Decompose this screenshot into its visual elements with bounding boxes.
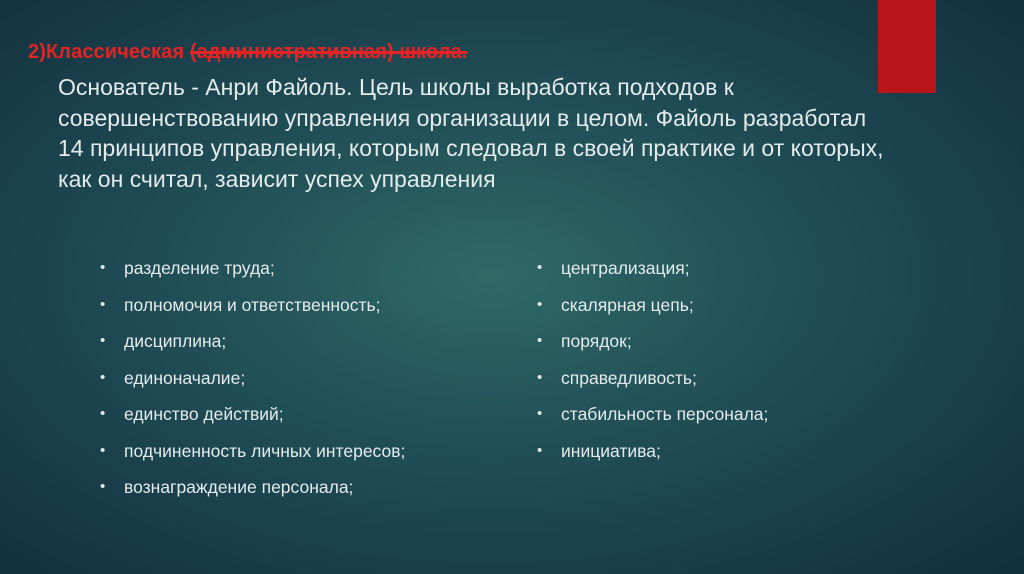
list-item: [100, 253, 405, 290]
list-item-label: единство действий;: [124, 404, 284, 424]
bullet-icon: •: [537, 405, 543, 422]
list-item: [537, 399, 768, 436]
list-item-label: подчиненность личных интересов;: [124, 440, 406, 461]
bullet-icon: •: [100, 295, 106, 313]
heading-crossed: (административная) школа.: [189, 41, 468, 63]
bullet-icon: •: [100, 368, 106, 386]
list-item: [100, 436, 405, 473]
list-item: [537, 326, 768, 363]
list-item-label: инициатива;: [561, 440, 661, 461]
intro-paragraph: Основатель - Анри Файоль. Цель школы выработка подходов к совершенствованию управления организации в целом. Файоль разработал 14 принципов управления, которым следовал в своей практике и от которых, как он считал, зависит успех управления: [58, 74, 884, 192]
list-item: [537, 363, 768, 400]
list-item-label: полномочия и ответственность;: [124, 294, 381, 315]
bullet-icon: •: [100, 332, 106, 349]
list-item: [100, 363, 405, 400]
list-item: [100, 472, 405, 509]
bullet-icon: •: [537, 295, 543, 313]
list-item-label: стабильность персонала;: [561, 404, 769, 424]
list-item: [100, 290, 405, 327]
bullet-icon: •: [537, 441, 543, 459]
list-item-label: справедливость;: [561, 367, 697, 388]
list-item-label: единоначалие;: [124, 367, 246, 388]
bullet-icon: •: [100, 405, 106, 422]
bullet-icon: •: [100, 478, 106, 495]
bullet-icon: •: [537, 332, 543, 349]
principles-list-right: [537, 253, 768, 472]
list-item: [537, 253, 768, 290]
heading-prefix: 2)Классическая: [28, 41, 190, 63]
list-item: [537, 290, 768, 327]
list-item: [100, 399, 405, 436]
list-item-label: централизация;: [561, 258, 690, 278]
principles-list-left: [100, 253, 405, 509]
list-item-label: вознаграждение персонала;: [124, 477, 354, 497]
slide-heading: [28, 41, 468, 64]
list-item-label: дисциплина;: [124, 331, 227, 351]
bullet-icon: •: [537, 368, 543, 386]
list-item: [537, 436, 768, 473]
list-item-label: порядок;: [561, 331, 632, 351]
list-item-label: разделение труда;: [124, 258, 275, 278]
bullet-icon: •: [100, 441, 106, 459]
list-item-label: скалярная цепь;: [561, 294, 694, 315]
bullet-icon: •: [100, 259, 106, 276]
bullet-icon: •: [537, 259, 543, 276]
list-item: [100, 326, 405, 363]
